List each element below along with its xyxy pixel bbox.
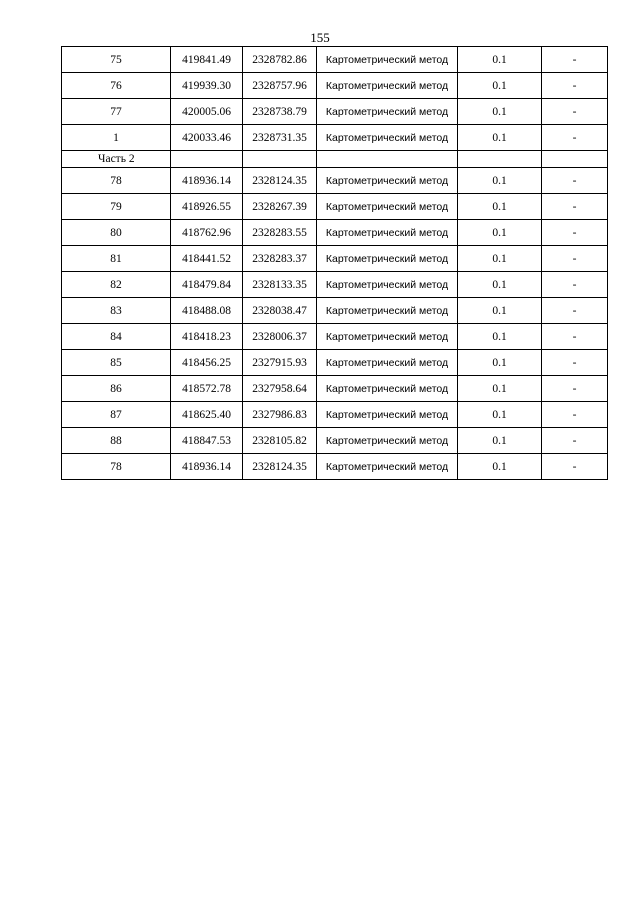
- point-number-cell: 76: [62, 73, 171, 99]
- x-coordinate-cell: 418479.84: [171, 272, 243, 298]
- x-coordinate-cell: 418456.25: [171, 350, 243, 376]
- note-cell: -: [542, 125, 608, 151]
- table-row: [62, 125, 608, 151]
- accuracy-cell: 0.1: [458, 402, 542, 428]
- accuracy-cell: 0.1: [458, 47, 542, 73]
- note-cell: -: [542, 350, 608, 376]
- method-cell: Картометрический метод: [317, 99, 458, 125]
- accuracy-cell: 0.1: [458, 246, 542, 272]
- note-cell: -: [542, 220, 608, 246]
- part-label: Часть 2: [62, 151, 171, 168]
- x-coordinate-cell: 418762.96: [171, 220, 243, 246]
- y-coordinate-cell: 2328283.55: [243, 220, 317, 246]
- y-coordinate-cell: 2328267.39: [243, 194, 317, 220]
- note-cell: -: [542, 246, 608, 272]
- y-coordinate-cell: 2328038.47: [243, 298, 317, 324]
- method-cell: Картометрический метод: [317, 220, 458, 246]
- table-row: [62, 324, 608, 350]
- point-number-cell: 84: [62, 324, 171, 350]
- y-coordinate-cell: 2328006.37: [243, 324, 317, 350]
- note-cell: -: [542, 272, 608, 298]
- table-body-part-1: [62, 47, 608, 151]
- point-number-cell: 82: [62, 272, 171, 298]
- point-number-cell: 83: [62, 298, 171, 324]
- table-row: [62, 194, 608, 220]
- note-cell: -: [542, 168, 608, 194]
- accuracy-cell: 0.1: [458, 376, 542, 402]
- table-cell-empty: [243, 151, 317, 168]
- table-row: [62, 298, 608, 324]
- y-coordinate-cell: 2327986.83: [243, 402, 317, 428]
- note-cell: -: [542, 376, 608, 402]
- x-coordinate-cell: 418418.23: [171, 324, 243, 350]
- table-row: [62, 73, 608, 99]
- x-coordinate-cell: 419939.30: [171, 73, 243, 99]
- y-coordinate-cell: 2328757.96: [243, 73, 317, 99]
- x-coordinate-cell: 418625.40: [171, 402, 243, 428]
- y-coordinate-cell: 2328731.35: [243, 125, 317, 151]
- x-coordinate-cell: 418926.55: [171, 194, 243, 220]
- page-number: 155: [310, 30, 330, 45]
- x-coordinate-cell: 418572.78: [171, 376, 243, 402]
- accuracy-cell: 0.1: [458, 73, 542, 99]
- method-cell: Картометрический метод: [317, 350, 458, 376]
- y-coordinate-cell: 2327915.93: [243, 350, 317, 376]
- method-cell: Картометрический метод: [317, 454, 458, 480]
- point-number-cell: 77: [62, 99, 171, 125]
- method-cell: Картометрический метод: [317, 73, 458, 99]
- y-coordinate-cell: 2328105.82: [243, 428, 317, 454]
- method-cell: Картометрический метод: [317, 47, 458, 73]
- note-cell: -: [542, 402, 608, 428]
- y-coordinate-cell: 2327958.64: [243, 376, 317, 402]
- y-coordinate-cell: 2328124.35: [243, 168, 317, 194]
- note-cell: -: [542, 99, 608, 125]
- note-cell: -: [542, 194, 608, 220]
- note-cell: -: [542, 324, 608, 350]
- point-number-cell: 79: [62, 194, 171, 220]
- accuracy-cell: 0.1: [458, 428, 542, 454]
- method-cell: Картометрический метод: [317, 376, 458, 402]
- note-cell: -: [542, 73, 608, 99]
- point-number-cell: 85: [62, 350, 171, 376]
- method-cell: Картометрический метод: [317, 402, 458, 428]
- point-number-cell: 88: [62, 428, 171, 454]
- x-coordinate-cell: 418441.52: [171, 246, 243, 272]
- x-coordinate-cell: 418847.53: [171, 428, 243, 454]
- accuracy-cell: 0.1: [458, 350, 542, 376]
- accuracy-cell: 0.1: [458, 99, 542, 125]
- x-coordinate-cell: 420005.06: [171, 99, 243, 125]
- table-cell-empty: [171, 151, 243, 168]
- method-cell: Картометрический метод: [317, 428, 458, 454]
- method-cell: Картометрический метод: [317, 246, 458, 272]
- accuracy-cell: 0.1: [458, 272, 542, 298]
- y-coordinate-cell: 2328738.79: [243, 99, 317, 125]
- y-coordinate-cell: 2328782.86: [243, 47, 317, 73]
- table-cell-empty: [542, 151, 608, 168]
- table-row: [62, 376, 608, 402]
- note-cell: -: [542, 298, 608, 324]
- note-cell: -: [542, 428, 608, 454]
- accuracy-cell: 0.1: [458, 194, 542, 220]
- table-row: [62, 454, 608, 480]
- table-row: [62, 220, 608, 246]
- point-number-cell: 81: [62, 246, 171, 272]
- table-row: [62, 402, 608, 428]
- y-coordinate-cell: 2328133.35: [243, 272, 317, 298]
- accuracy-cell: 0.1: [458, 454, 542, 480]
- x-coordinate-cell: 420033.46: [171, 125, 243, 151]
- method-cell: Картометрический метод: [317, 298, 458, 324]
- accuracy-cell: 0.1: [458, 220, 542, 246]
- method-cell: Картометрический метод: [317, 324, 458, 350]
- y-coordinate-cell: 2328283.37: [243, 246, 317, 272]
- x-coordinate-cell: 418488.08: [171, 298, 243, 324]
- method-cell: Картометрический метод: [317, 194, 458, 220]
- x-coordinate-cell: 418936.14: [171, 168, 243, 194]
- method-cell: Картометрический метод: [317, 272, 458, 298]
- point-number-cell: 75: [62, 47, 171, 73]
- point-number-cell: 78: [62, 168, 171, 194]
- point-number-cell: 78: [62, 454, 171, 480]
- accuracy-cell: 0.1: [458, 168, 542, 194]
- method-cell: Картометрический метод: [317, 168, 458, 194]
- table-body-part-2: [62, 168, 608, 480]
- y-coordinate-cell: 2328124.35: [243, 454, 317, 480]
- note-cell: -: [542, 454, 608, 480]
- part-row: [62, 151, 608, 168]
- table-row: [62, 99, 608, 125]
- point-number-cell: 1: [62, 125, 171, 151]
- table-row: [62, 350, 608, 376]
- accuracy-cell: 0.1: [458, 324, 542, 350]
- table-cell-empty: [317, 151, 458, 168]
- x-coordinate-cell: 418936.14: [171, 454, 243, 480]
- table-row: [62, 168, 608, 194]
- point-number-cell: 86: [62, 376, 171, 402]
- table-row: [62, 428, 608, 454]
- point-number-cell: 87: [62, 402, 171, 428]
- x-coordinate-cell: 419841.49: [171, 47, 243, 73]
- method-cell: Картометрический метод: [317, 125, 458, 151]
- note-cell: -: [542, 47, 608, 73]
- point-number-cell: 80: [62, 220, 171, 246]
- table-row: [62, 47, 608, 73]
- accuracy-cell: 0.1: [458, 298, 542, 324]
- table-row: [62, 246, 608, 272]
- table-row: [62, 272, 608, 298]
- table-cell-empty: [458, 151, 542, 168]
- accuracy-cell: 0.1: [458, 125, 542, 151]
- part-header: [62, 151, 608, 168]
- coordinates-table: [61, 46, 608, 480]
